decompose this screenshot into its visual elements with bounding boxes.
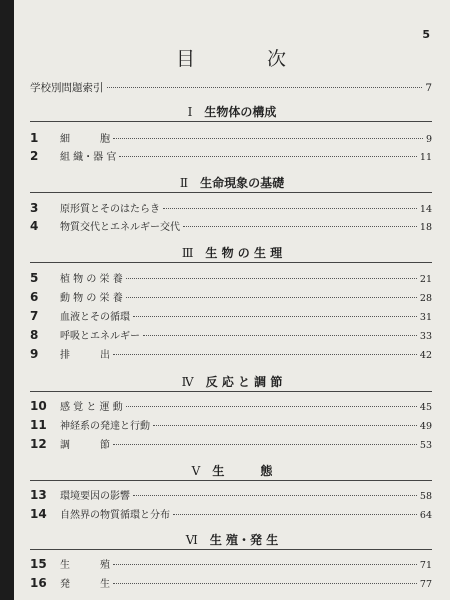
section-heading xyxy=(14,174,450,191)
section-title: 生物体の構成 xyxy=(204,105,277,119)
section-heading xyxy=(14,462,450,479)
dot-leader xyxy=(143,335,417,336)
toc-entry[interactable] xyxy=(30,556,432,571)
entry-page: 42 xyxy=(419,350,432,361)
section-rule xyxy=(30,549,432,550)
section-title: 生命現象の基礎 xyxy=(200,176,285,190)
dot-leader xyxy=(113,564,417,565)
entry-page: 11 xyxy=(419,152,432,163)
entry-page: 71 xyxy=(419,560,432,571)
toc-entry[interactable] xyxy=(30,289,432,304)
entry-title: 血液とその循環 xyxy=(60,312,130,323)
entry-page: 14 xyxy=(419,204,432,215)
section-title: 生 物 の 生 理 xyxy=(205,246,283,260)
entry-title: 物質交代とエネルギー交代 xyxy=(60,222,180,233)
toc-entry[interactable] xyxy=(30,327,432,342)
section-title: 反 応 と 調 節 xyxy=(205,375,283,389)
dot-leader xyxy=(183,226,417,227)
dot-leader xyxy=(119,156,417,157)
dot-leader xyxy=(113,444,417,445)
entry-number: 16 xyxy=(30,576,47,590)
section-numeral: Ⅵ xyxy=(185,533,198,547)
toc-entry[interactable] xyxy=(30,200,432,215)
entry-title: 組 織・器 官 xyxy=(60,152,117,163)
entry-number: 8 xyxy=(30,328,39,342)
dot-leader xyxy=(173,514,417,515)
entry-title: 感 覚 と 運 動 xyxy=(60,402,123,413)
section-rule xyxy=(30,121,432,122)
entry-page: 77 xyxy=(419,579,432,590)
section-numeral: Ⅴ xyxy=(191,464,201,478)
entry-number: 13 xyxy=(30,488,47,502)
entry-title: 細 胞 xyxy=(60,134,110,145)
dot-leader xyxy=(113,138,423,139)
section-heading xyxy=(14,373,450,390)
section-numeral: Ⅰ xyxy=(187,105,193,119)
section-rule xyxy=(30,192,432,193)
entry-page: 18 xyxy=(419,222,432,233)
toc-entry[interactable] xyxy=(30,218,432,233)
index-label: 学校別問題索引 xyxy=(30,82,104,94)
toc-entry[interactable] xyxy=(30,436,432,451)
entry-title: 調 節 xyxy=(60,440,110,451)
entry-title: 動 物 の 栄 養 xyxy=(60,293,123,304)
entry-number: 10 xyxy=(30,399,47,413)
section-heading xyxy=(14,244,450,261)
toc-entry[interactable] xyxy=(30,308,432,323)
entry-number: 4 xyxy=(30,219,39,233)
page-number: 5 xyxy=(422,28,430,41)
toc-page xyxy=(14,0,450,600)
entry-title: 呼吸とエネルギー xyxy=(60,331,140,342)
entry-number: 5 xyxy=(30,271,39,285)
index-page: 7 xyxy=(425,82,432,94)
entry-title: 排 出 xyxy=(60,350,110,361)
title-char-2: 次 xyxy=(267,48,289,70)
entry-title: 発 生 xyxy=(60,579,110,590)
entry-number: 12 xyxy=(30,437,47,451)
entry-title: 原形質とそのはたらき xyxy=(60,204,160,215)
entry-number: 14 xyxy=(30,507,47,521)
entry-number: 6 xyxy=(30,290,39,304)
toc-entry[interactable] xyxy=(30,130,432,145)
entry-title: 環境要因の影響 xyxy=(60,491,130,502)
entry-page: 28 xyxy=(419,293,432,304)
entry-page: 64 xyxy=(419,510,432,521)
dot-leader xyxy=(126,278,417,279)
section-title: 生 殖・発 生 xyxy=(209,533,279,547)
section-rule xyxy=(30,391,432,392)
toc-entry[interactable] xyxy=(30,346,432,361)
section-numeral: Ⅱ xyxy=(179,176,189,190)
section-title: 生 態 xyxy=(212,464,273,478)
index-entry[interactable] xyxy=(30,80,432,95)
entry-number: 15 xyxy=(30,557,47,571)
entry-page: 58 xyxy=(419,491,432,502)
toc-entry[interactable] xyxy=(30,398,432,413)
entry-title: 生 殖 xyxy=(60,560,110,571)
section-rule xyxy=(30,262,432,263)
entry-page: 31 xyxy=(419,312,432,323)
dot-leader xyxy=(133,495,417,496)
dot-leader xyxy=(126,297,417,298)
toc-entry[interactable] xyxy=(30,487,432,502)
entry-number: 7 xyxy=(30,309,39,323)
entry-number: 2 xyxy=(30,149,39,163)
toc-entry[interactable] xyxy=(30,417,432,432)
dot-leader xyxy=(126,406,417,407)
entry-page: 45 xyxy=(419,402,432,413)
dot-leader xyxy=(113,354,417,355)
toc-entry[interactable] xyxy=(30,270,432,285)
dot-leader xyxy=(107,87,423,88)
entry-number: 11 xyxy=(30,418,47,432)
section-rule xyxy=(30,480,432,481)
toc-entry[interactable] xyxy=(30,506,432,521)
section-numeral: Ⅳ xyxy=(181,375,194,389)
section-numeral: Ⅲ xyxy=(181,246,194,260)
entry-title: 植 物 の 栄 養 xyxy=(60,274,123,285)
entry-page: 21 xyxy=(419,274,432,285)
dot-leader xyxy=(153,425,417,426)
entry-number: 3 xyxy=(30,201,39,215)
section-heading xyxy=(14,103,450,120)
entry-title: 自然界の物質循環と分布 xyxy=(60,510,170,521)
toc-entry[interactable] xyxy=(30,575,432,590)
entry-page: 49 xyxy=(419,421,432,432)
section-heading xyxy=(14,531,450,548)
dot-leader xyxy=(133,316,417,317)
dot-leader xyxy=(113,583,417,584)
entry-number: 9 xyxy=(30,347,39,361)
toc-entry[interactable] xyxy=(30,148,432,163)
page-title xyxy=(14,44,450,71)
entry-page: 9 xyxy=(425,134,432,145)
entry-title: 神経系の発達と行動 xyxy=(60,421,150,432)
dot-leader xyxy=(163,208,417,209)
entry-page: 33 xyxy=(419,331,432,342)
entry-number: 1 xyxy=(30,131,39,145)
entry-page: 53 xyxy=(419,440,432,451)
title-char-1: 目 xyxy=(175,48,197,70)
